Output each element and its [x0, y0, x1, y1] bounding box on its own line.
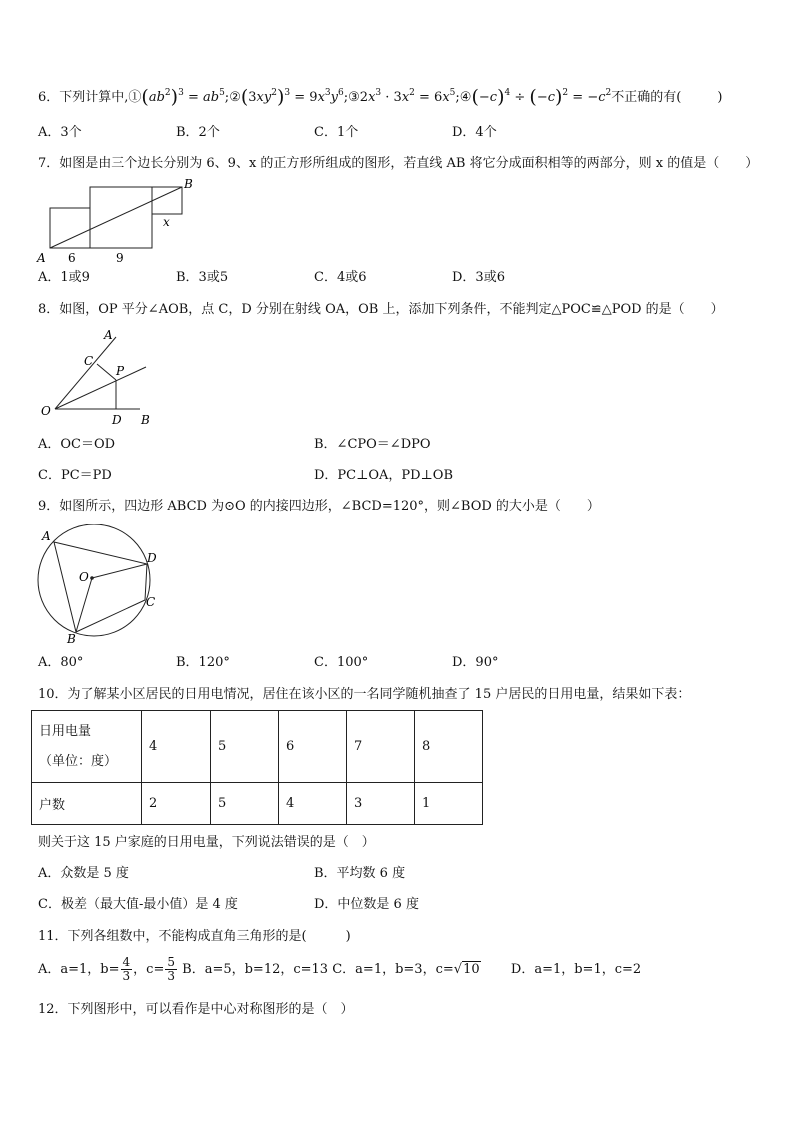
q7-stem: 7．如图是由三个边长分别为 6、9、x 的正方形所组成的图形，若直线 AB 将它分成面积相等的两部分，则 x 的值是（ ） — [38, 156, 759, 171]
q9-segment-od — [92, 564, 147, 578]
q8-label-c: C — [84, 354, 94, 368]
q6-item-1-marker: ① — [128, 90, 142, 105]
q6-prefix: 6．下列计算中, — [38, 90, 129, 105]
q6-expr-1: $(ab^2)^3 = ab^5$ — [141, 86, 225, 108]
q10-data-table — [31, 710, 483, 825]
q11-sqrt-radicand: 10 — [463, 962, 480, 977]
q9-center-dot — [90, 576, 94, 580]
q8-option-c[interactable]: C．PC＝PD — [38, 468, 112, 483]
q12-stem: 12．下列图形中，可以看作是中心对称图形的是（ ） — [38, 1002, 354, 1017]
q11-fraction-b-den: 3 — [122, 969, 131, 983]
table-cell: 8 — [415, 711, 483, 783]
q7-option-d[interactable]: D．3或6 — [452, 270, 505, 285]
q9-option-d[interactable]: D．90° — [452, 655, 499, 670]
q7-label-9: 9 — [116, 251, 124, 264]
q7-option-c[interactable]: C．4或6 — [314, 270, 367, 285]
q9-label-d: D — [147, 551, 157, 565]
q9-option-a[interactable]: A．80° — [38, 655, 84, 670]
q11-fraction-c — [165, 956, 177, 983]
q7-label-6: 6 — [68, 251, 76, 264]
q6-option-c[interactable]: C．1个 — [314, 125, 359, 140]
q7-square-x — [152, 187, 182, 214]
q6-option-b[interactable]: B．2个 — [176, 125, 220, 140]
q11-fraction-b-num: 4 — [122, 955, 131, 969]
q10-option-c[interactable]: C．极差（最大值-最小值）是 4 度 — [38, 897, 238, 912]
q8-option-b[interactable]: B．∠CPO＝∠DPO — [314, 437, 431, 452]
q10-stem: 10．为了解某小区居民的日用电情况，居住在该小区的一名同学随机抽查了 15 户居民的日用电量，结果如下表： — [38, 687, 691, 702]
table-header-households: 户数 — [32, 783, 142, 825]
q10-option-b[interactable]: B．平均数 6 度 — [314, 866, 406, 881]
q6-item-2-marker: ② — [229, 90, 241, 105]
q10-option-a[interactable]: A．众数是 5 度 — [38, 866, 129, 881]
table-cell: 4 — [279, 783, 347, 825]
q9-option-b[interactable]: B．120° — [176, 655, 230, 670]
table-row — [32, 783, 483, 825]
q11-option-c[interactable] — [332, 961, 480, 977]
table-row — [32, 711, 483, 783]
q6-stem — [38, 88, 722, 107]
q6-expr-2: $(3xy^2)^3 = 9x^3y^6$ — [240, 86, 344, 108]
q7-label-b: B — [184, 177, 193, 191]
q11-fraction-b — [121, 956, 133, 983]
q11-stem: 11．下列各组数中，不能构成直角三角形的是( ) — [38, 929, 351, 944]
q9-label-b: B — [67, 632, 76, 646]
table-cell: 4 — [142, 711, 211, 783]
q8-label-d: D — [112, 413, 122, 427]
q10-question: 则关于这 15 户家庭的日用电量，下列说法错误的是（ ） — [38, 835, 375, 850]
q7-label-x: x — [163, 215, 170, 229]
q6-expr-4: $(-c)^4 \div (-c)^2 = -c^2$ — [471, 86, 612, 108]
q11-option-a-mid: ，c= — [133, 962, 165, 977]
q8-stem: 8．如图，OP 平分∠AOB，点 C，D 分别在射线 OA，OB 上，添加下列条件，不能判定△POC≌△POD 的是（ ） — [38, 302, 724, 317]
q9-label-c: C — [146, 595, 156, 609]
q6-sep-1: ; — [224, 90, 230, 105]
q11-option-a[interactable] — [38, 955, 178, 983]
q7-square-6 — [50, 208, 90, 248]
q11-sqrt-sign: √ — [453, 962, 463, 977]
q9-option-c[interactable]: C．100° — [314, 655, 369, 670]
q11-option-d[interactable]: D．a=1，b=1，c=2 — [510, 962, 642, 977]
q6-expr-3: $2x^3 \cdot 3x^2 = 6x^5$ — [359, 88, 456, 105]
q9-circle-o — [38, 524, 150, 636]
q8-label-a: A — [104, 328, 113, 342]
table-cell: 3 — [347, 783, 415, 825]
q8-label-p: P — [116, 364, 125, 378]
q6-tail: 不正确的有( — [611, 90, 682, 105]
q8-label-b: B — [141, 413, 150, 427]
q8-segment-pc — [97, 364, 116, 380]
table-cell: 2 — [142, 783, 211, 825]
q11-option-b[interactable]: B．a=5，b=12，c=13 — [182, 962, 329, 977]
q11-fraction-c-num: 5 — [167, 955, 175, 969]
q9-quadrilateral-abcd — [54, 542, 147, 632]
table-cell: 6 — [279, 711, 347, 783]
q11-options-line — [38, 955, 641, 985]
q9-label-a: A — [42, 529, 51, 543]
q6-item-4-marker: ④ — [459, 90, 472, 105]
q9-stem: 9．如图所示，四边形 ABCD 为⊙O 的内接四边形，∠BCD=120°，则∠BOD 的大小是（ ） — [38, 499, 600, 514]
q10-option-d[interactable]: D．中位数是 6 度 — [314, 897, 419, 912]
q9-segment-ob — [76, 578, 92, 632]
q6-option-d[interactable]: D．4个 — [452, 125, 497, 140]
q7-option-a[interactable]: A．1或9 — [38, 270, 90, 285]
q8-ray-oa — [55, 337, 116, 409]
q6-close: ) — [717, 90, 723, 105]
q7-figure — [30, 176, 200, 264]
table-cell: 7 — [347, 711, 415, 783]
q8-ray-op — [55, 367, 146, 409]
q6-sep-3: ; — [455, 90, 460, 105]
q7-option-b[interactable]: B．3或5 — [176, 270, 229, 285]
q6-sep-2: ; — [343, 90, 349, 105]
q8-option-a[interactable]: A．OC＝OD — [38, 437, 116, 452]
q9-label-o: O — [79, 570, 89, 584]
q9-figure — [34, 524, 164, 648]
q6-option-a[interactable]: A．3个 — [38, 125, 82, 140]
table-header-usage — [32, 711, 142, 783]
q8-label-o: O — [41, 404, 51, 418]
q11-fraction-c-den: 3 — [167, 969, 175, 983]
table-cell: 5 — [211, 783, 279, 825]
q7-square-9 — [90, 187, 152, 248]
q6-item-3-marker: ③ — [348, 90, 360, 105]
table-header-usage-unit: （单位：度） — [39, 753, 118, 769]
table-cell: 5 — [211, 711, 279, 783]
table-cell: 1 — [415, 783, 483, 825]
q8-option-d[interactable]: D．PC⊥OA，PD⊥OB — [314, 468, 453, 483]
q7-label-a: A — [37, 251, 46, 264]
q8-figure — [38, 324, 158, 432]
q11-option-c-prefix: C．a=1，b=3，c= — [332, 962, 454, 977]
table-header-usage-title: 日用电量 — [39, 723, 92, 739]
q11-option-a-prefix: A．a=1，b= — [38, 962, 120, 977]
